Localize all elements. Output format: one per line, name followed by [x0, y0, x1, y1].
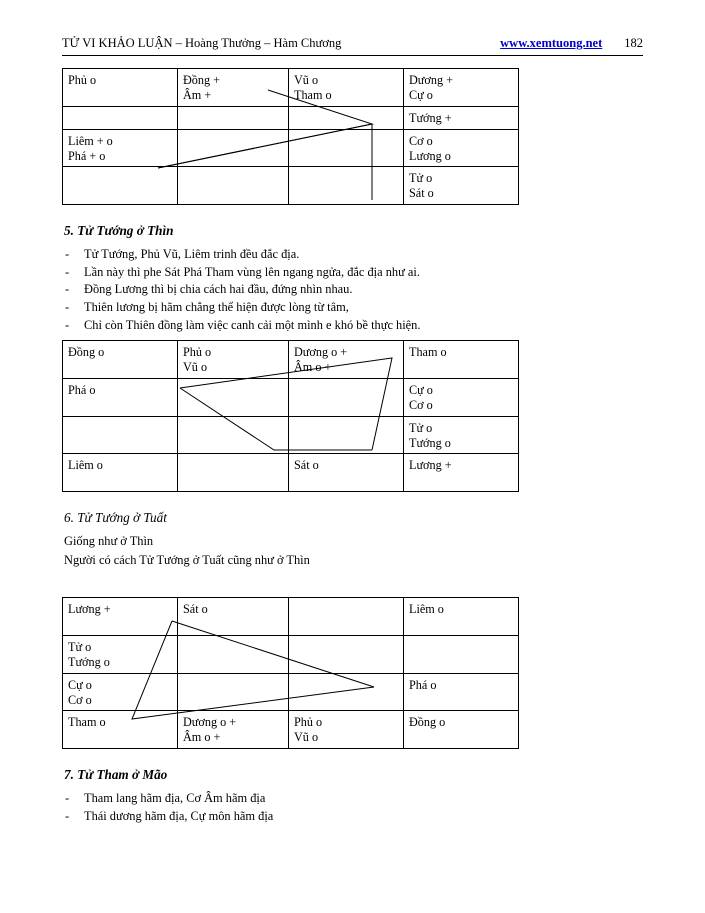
grid-cell: [178, 711, 289, 749]
page-header: [62, 36, 643, 55]
header-divider: [62, 55, 643, 56]
cell-line: Đồng +: [183, 73, 221, 87]
grid-cell: [178, 416, 289, 454]
grid-cell: [63, 167, 178, 205]
cell-line: Phá o: [409, 677, 437, 692]
list-item: [64, 264, 643, 282]
cell-line: Sát o: [183, 602, 208, 617]
cell-line: Đồng o: [409, 715, 446, 730]
grid-cell: [289, 106, 404, 129]
cell-line: [183, 111, 283, 126]
dash-icon: -: [65, 247, 70, 262]
list-item-text: Thiên lương bị hãm chẳng thể hiện được lòng từ tâm,: [84, 299, 349, 314]
grid-cell: [178, 635, 289, 673]
table-row: [63, 416, 519, 454]
cell-line: [68, 171, 172, 186]
cell-line: [183, 421, 283, 436]
cell-line: [68, 730, 172, 745]
cell-line: [183, 617, 283, 632]
grid-cell: [178, 106, 289, 129]
cell-line: Sát o: [409, 186, 434, 201]
grid-cell: [289, 635, 404, 673]
list-item-text: Lần này thì phe Sát Phá Tham vùng lên ngang ngửa, đắc địa như ai.: [84, 264, 420, 279]
grid-cell: [289, 129, 404, 167]
cell-line: [183, 134, 283, 149]
website-link[interactable]: www.xemtuong.net: [500, 36, 603, 50]
table-row: [63, 673, 519, 711]
cell-line: [68, 617, 172, 632]
cell-line: Vũ o: [294, 730, 319, 745]
cell-line: Vũ o: [183, 360, 208, 375]
cell-line: [294, 171, 398, 186]
cell-line: Dương +: [409, 73, 453, 87]
cell-line: Liêm + o: [68, 133, 113, 148]
cell-line: [183, 640, 283, 655]
dash-icon: -: [65, 299, 70, 314]
cell-line: Cơ o: [409, 133, 433, 148]
cell-line: Tham o: [409, 345, 447, 360]
cell-line: Lương o: [409, 148, 451, 163]
section-6-line-2: Người có cách Tử Tướng ở Tuất cũng như ở Thìn: [64, 553, 310, 568]
cell-line: [294, 421, 398, 436]
cell-line: Đồng o: [68, 345, 105, 360]
dash-icon: -: [65, 791, 70, 806]
cell-line: Âm o +: [294, 360, 332, 375]
section-7-list: [62, 790, 643, 825]
cell-line: Dương o +: [294, 345, 348, 360]
grid-cell: [63, 129, 178, 167]
grid-cell: [63, 673, 178, 711]
table-row: [63, 454, 519, 492]
cell-line: [183, 383, 283, 398]
cell-line: Phá o: [68, 382, 96, 397]
cell-line: Cự o: [68, 677, 92, 692]
cell-line: Lương +: [409, 458, 452, 473]
cell-line: [183, 678, 283, 693]
cell-line: [409, 730, 513, 745]
grid-cell: [63, 69, 178, 107]
cell-line: Vũ o: [294, 73, 319, 87]
list-item-text: Tham lang hãm địa, Cơ Âm hãm địa: [84, 791, 266, 806]
table-row: [63, 69, 519, 107]
list-item-text: Chỉ còn Thiên đồng làm việc canh cải một mình e khó bề thực hiện.: [84, 317, 421, 332]
chart-grid-1-wrapper: [62, 68, 643, 205]
cell-line: [294, 602, 398, 617]
grid-cell: [63, 416, 178, 454]
grid-cell: [178, 454, 289, 492]
list-item-text: Thái dương hãm địa, Cự môn hãm địa: [84, 808, 274, 823]
grid-cell: [404, 129, 519, 167]
grid-cell: [63, 635, 178, 673]
cell-line: Liêm o: [68, 458, 103, 473]
table-row: [63, 711, 519, 749]
cell-line: [294, 111, 398, 126]
cell-line: [68, 421, 172, 436]
list-item: [64, 246, 643, 264]
cell-line: Dương o +: [183, 715, 237, 730]
list-item: [64, 790, 643, 808]
table-row: [63, 129, 519, 167]
grid-cell: [289, 167, 404, 205]
cell-line: Phủ o: [68, 73, 97, 87]
grid-cell: [289, 673, 404, 711]
cell-line: Tướng o: [68, 654, 110, 669]
grid-cell: [289, 378, 404, 416]
list-item: [64, 299, 643, 317]
table-row: [63, 378, 519, 416]
grid-cell: [404, 454, 519, 492]
cell-line: [294, 134, 398, 149]
grid-cell: [289, 69, 404, 107]
cell-line: [294, 640, 398, 655]
cell-line: [68, 473, 172, 488]
grid-cell: [63, 711, 178, 749]
grid-cell: [63, 598, 178, 636]
chart-grid-3-wrapper: [62, 597, 643, 749]
grid-cell: [178, 341, 289, 379]
dash-icon: -: [65, 282, 70, 297]
grid-cell: [289, 711, 404, 749]
table-row: [63, 341, 519, 379]
table-row: [63, 598, 519, 636]
cell-line: Lương +: [68, 602, 111, 617]
grid-cell: [404, 673, 519, 711]
grid-cell: [404, 341, 519, 379]
grid-cell: [404, 167, 519, 205]
chart-grid-2: [62, 340, 519, 492]
grid-cell: [404, 378, 519, 416]
chart-grid-1: [62, 68, 519, 205]
cell-line: [183, 458, 283, 473]
grid-cell: [289, 416, 404, 454]
cell-line: [294, 383, 398, 398]
grid-cell: [63, 341, 178, 379]
grid-cell: [289, 341, 404, 379]
cell-line: [409, 640, 513, 655]
table-row: [63, 635, 519, 673]
page-number: 182: [624, 36, 643, 50]
cell-line: Tham o: [68, 715, 106, 730]
cell-line: Âm +: [183, 87, 212, 102]
grid-cell: [178, 598, 289, 636]
dash-icon: -: [65, 264, 70, 279]
cell-line: Âm o +: [183, 730, 221, 745]
list-item-text: Đồng Lương thì bị chia cách hai đầu, đứng nhìn nhau.: [84, 282, 353, 297]
grid-cell: [404, 598, 519, 636]
dash-icon: -: [65, 317, 70, 332]
list-item: [64, 317, 643, 335]
cell-line: [409, 617, 513, 632]
cell-line: Tử o: [68, 639, 92, 654]
cell-line: [68, 111, 172, 126]
cell-line: Phá + o: [68, 148, 106, 163]
grid-cell: [404, 635, 519, 673]
grid-cell: [178, 378, 289, 416]
spacer: [62, 571, 643, 597]
list-item: [64, 808, 643, 826]
grid-cell: [289, 454, 404, 492]
grid-cell: [404, 711, 519, 749]
cell-line: Cơ o: [68, 692, 92, 707]
grid-cell: [178, 673, 289, 711]
grid-cell: [404, 106, 519, 129]
cell-line: Sát o: [294, 458, 319, 473]
grid-cell: [178, 167, 289, 205]
cell-line: Tham o: [294, 87, 332, 102]
table-row: [63, 167, 519, 205]
cell-line: [68, 436, 172, 451]
dash-icon: -: [65, 808, 70, 823]
cell-line: [68, 398, 172, 413]
cell-line: [294, 617, 398, 632]
section-6-title: 6. Tử Tướng ở Tuất: [64, 510, 167, 526]
cell-line: [294, 678, 398, 693]
cell-line: Cự o: [409, 87, 433, 102]
grid-cell: [63, 106, 178, 129]
chart-grid-2-wrapper: [62, 340, 643, 492]
list-item: [64, 281, 643, 299]
section-5-list: [62, 246, 643, 334]
cell-line: Cự o: [409, 382, 433, 397]
section-7-title: 7. Tử Tham ở Mão: [64, 767, 168, 783]
grid-cell: [404, 416, 519, 454]
list-item-text: Tử Tướng, Phủ Vũ, Liêm trinh đều đắc địa.: [84, 247, 300, 262]
cell-line: Cơ o: [409, 397, 433, 412]
cell-line: [183, 171, 283, 186]
cell-line: Tướng o: [409, 435, 451, 450]
grid-cell: [63, 378, 178, 416]
cell-line: Liêm o: [409, 602, 444, 617]
section-5-title: 5. Tử Tướng ở Thìn: [64, 223, 174, 239]
grid-cell: [178, 69, 289, 107]
cell-line: Phủ o: [183, 345, 212, 360]
grid-cell: [289, 598, 404, 636]
cell-line: [68, 360, 172, 375]
table-row: [63, 106, 519, 129]
chart-grid-3: [62, 597, 519, 749]
cell-line: Tử o: [409, 171, 433, 186]
grid-cell: [404, 69, 519, 107]
grid-cell: [63, 454, 178, 492]
cell-line: Phủ o: [294, 715, 323, 730]
cell-line: Tướng +: [409, 110, 452, 125]
header-title: TỬ VI KHẢO LUẬN – Hoàng Thưởng – Hàm Chương: [62, 36, 342, 50]
grid-cell: [178, 129, 289, 167]
section-6-line-1: Giống như ở Thìn: [64, 534, 154, 549]
cell-line: Tử o: [409, 420, 433, 435]
